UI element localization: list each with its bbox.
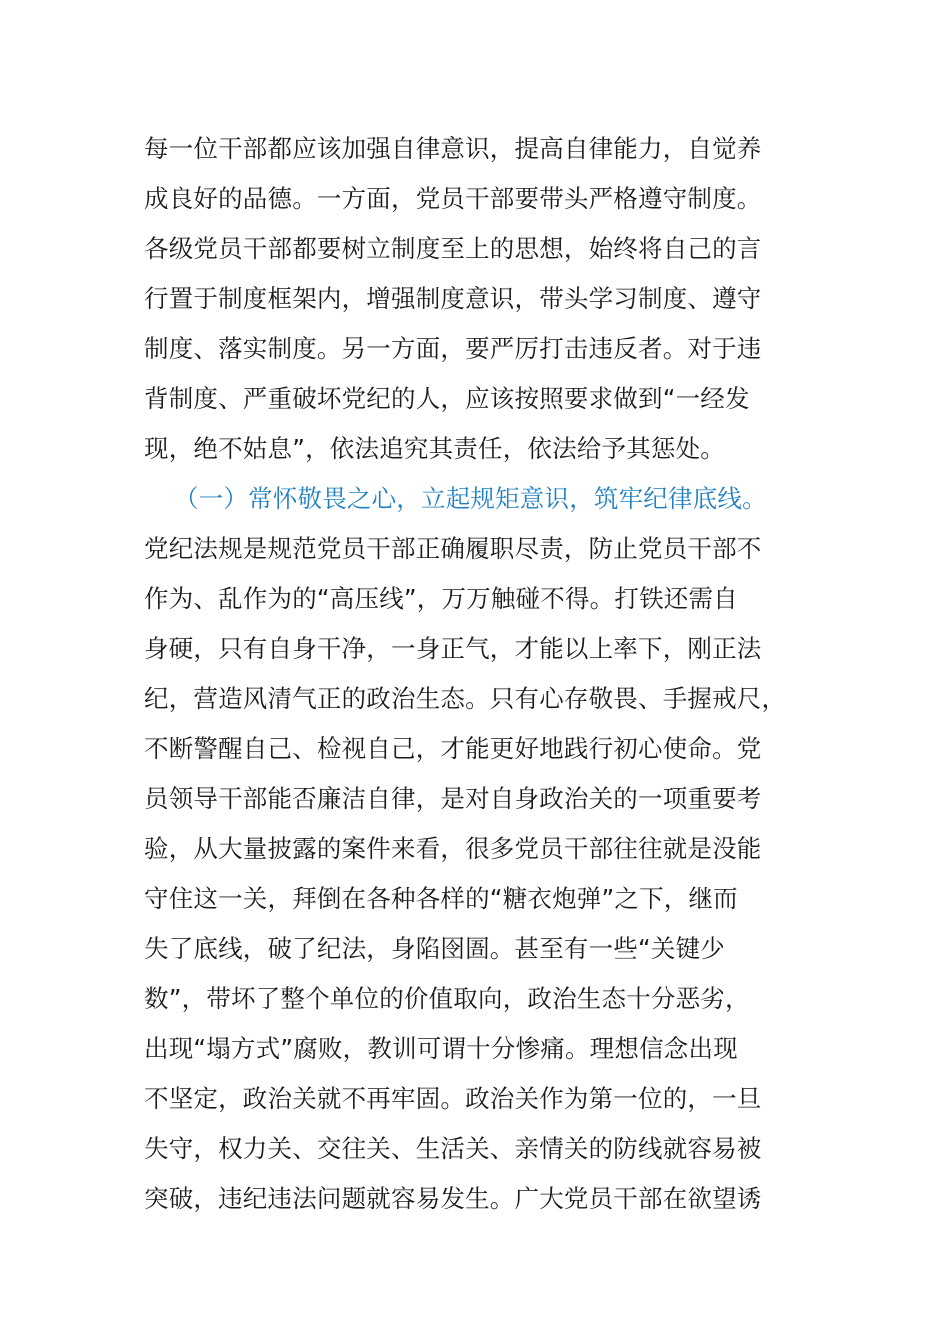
text-line: 现，绝不姑息”，依法追究其责任，依法给予其惩处。: [144, 434, 725, 463]
text-line: 出现“塌方式”腐败，教训可谓十分惨痛。理想信念出现: [144, 1034, 738, 1063]
text-line: 作为、乱作为的“高压线”，万万触碰不得。打铁还需自: [144, 584, 738, 613]
text-line: 制度、落实制度。另一方面，要严厉打击违反者。对于违: [144, 334, 762, 363]
text-line: 纪，营造风清气正的政治生态。只有心存敬畏、手握戒尺，: [144, 684, 787, 713]
text-line: 不坚定，政治关就不再牢固。政治关作为第一位的，一旦: [144, 1084, 762, 1113]
body-text: [144, 124, 844, 1224]
text-line: 不断警醒自己、检视自己，才能更好地践行初心使命。党: [144, 734, 762, 763]
text-line: 员领导干部能否廉洁自律，是对自身政治关的一项重要考: [144, 784, 762, 813]
text-line: 验，从大量披露的案件来看，很多党员干部往往就是没能: [144, 834, 762, 863]
text-line: 背制度、严重破坏党纪的人，应该按照要求做到“一经发: [144, 384, 750, 413]
text-line: 失了底线，破了纪法，身陷囹圄。甚至有一些“关键少: [144, 934, 725, 963]
text-line: 每一位干部都应该加强自律意识，提高自律能力，自觉养: [144, 134, 762, 163]
text-line: 失守，权力关、交往关、生活关、亲情关的防线就容易被: [144, 1134, 762, 1163]
text-line: 突破，违纪违法问题就容易发生。广大党员干部在欲望诱: [144, 1184, 762, 1213]
text-line: 各级党员干部都要树立制度至上的思想，始终将自己的言: [144, 234, 762, 263]
text-line: 成良好的品德。一方面，党员干部要带头严格遵守制度。: [144, 184, 762, 213]
section-heading: （一）常怀敬畏之心，立起规矩意识，筑牢纪律底线。: [174, 484, 767, 513]
text-line: 守住这一关，拜倒在各种各样的“糖衣炮弹”之下，继而: [144, 884, 738, 913]
text-line: 数”，带坏了整个单位的价值取向，政治生态十分恶劣，: [144, 984, 750, 1013]
text-line: 党纪法规是规范党员干部正确履职尽责，防止党员干部不: [144, 534, 762, 563]
text-line: 身硬，只有自身干净，一身正气，才能以上率下，刚正法: [144, 634, 762, 663]
text-line: 行置于制度框架内，增强制度意识，带头学习制度、遵守: [144, 284, 762, 313]
